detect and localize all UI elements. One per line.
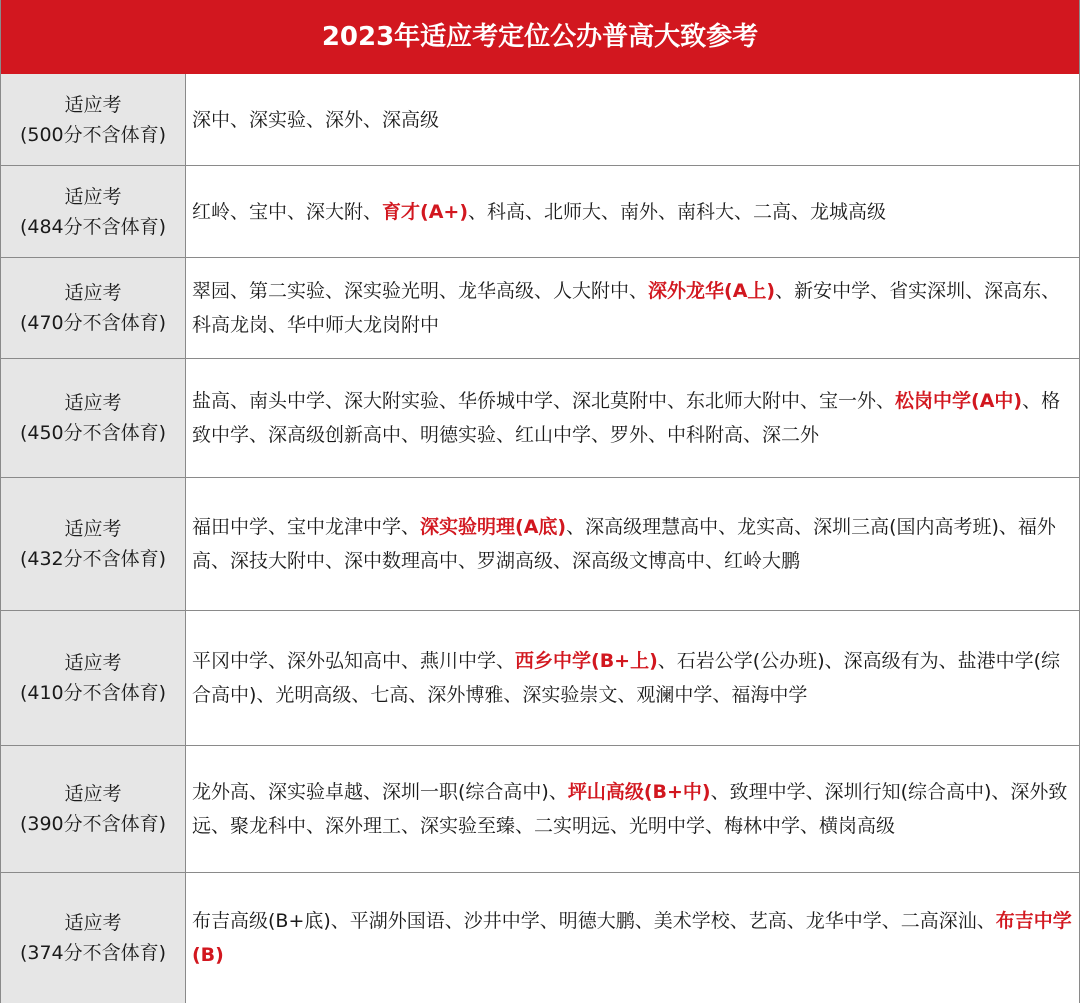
highlighted-school: 西乡中学(B+上) xyxy=(515,650,658,672)
score-label-points: (390分不含体育) xyxy=(19,813,167,835)
score-label-points: (470分不含体育) xyxy=(19,312,167,334)
score-label-exam: 适应考 xyxy=(64,93,122,116)
table-row xyxy=(1,74,1079,166)
score-label-cell xyxy=(1,746,186,872)
school-list xyxy=(192,195,1073,229)
school-list xyxy=(192,775,1073,843)
score-label-points: (374分不含体育) xyxy=(19,942,167,964)
school-list-cell xyxy=(186,359,1079,477)
school-names: 、致理中学、深圳行知(综合高中)、深外致远、聚龙科中、深外理工、深实验至臻、二实明远、光明中学、梅林中学、横岗高级 xyxy=(192,781,1068,837)
school-names: 布吉高级(B+底)、平湖外国语、沙井中学、明德大鹏、美术学校、艺高、龙华中学、二高深汕、 xyxy=(192,910,996,932)
school-names: 、深高级理慧高中、龙实高、深圳三高(国内高考班)、福外高、深技大附中、深中数理高中、罗湖高级、深高级文博高中、红岭大鹏 xyxy=(192,516,1056,572)
table-row xyxy=(1,359,1079,478)
school-list xyxy=(192,644,1073,712)
score-label-cell xyxy=(1,611,186,745)
score-label-cell xyxy=(1,166,186,257)
score-label-points: (450分不含体育) xyxy=(19,422,167,444)
school-names: 龙外高、深实验卓越、深圳一职(综合高中)、 xyxy=(192,781,568,803)
score-label-points: (484分不含体育) xyxy=(19,215,167,238)
score-label-cell xyxy=(1,74,186,165)
score-label-points: (410分不含体育) xyxy=(19,682,167,704)
highlighted-school: 育才(A+) xyxy=(382,200,469,223)
score-label-cell xyxy=(1,359,186,477)
school-names: 平冈中学、深外弘知高中、燕川中学、 xyxy=(192,650,516,672)
school-list xyxy=(192,384,1073,452)
school-names: 红岭、宝中、深大附、 xyxy=(192,200,383,223)
school-names: 盐高、南头中学、深大附实验、华侨城中学、深北莫附中、东北师大附中、宝一外、 xyxy=(192,390,896,412)
school-list-cell xyxy=(186,746,1079,872)
table-row xyxy=(1,746,1079,873)
school-list-cell xyxy=(186,74,1079,165)
table-title: 2023年适应考定位公办普高大致参考 xyxy=(1,0,1079,74)
school-list xyxy=(192,274,1073,342)
highlighted-school: 松岗中学(A中) xyxy=(895,390,1023,412)
table-row xyxy=(1,873,1079,1003)
score-label-exam: 适应考 xyxy=(64,783,122,805)
score-label-exam: 适应考 xyxy=(64,518,122,540)
school-names: 翠园、第二实验、深实验光明、龙华高级、人大附中、 xyxy=(192,280,649,302)
school-list xyxy=(192,510,1073,578)
school-names: 、新安中学、省实深圳、深高东、科高龙岗、华中师大龙岗附中 xyxy=(192,280,1061,336)
score-label-cell xyxy=(1,873,186,1003)
school-names: 深中、深实验、深外、深高级 xyxy=(192,108,440,131)
school-list-cell xyxy=(186,166,1079,257)
score-label-points: (432分不含体育) xyxy=(19,548,167,570)
highlighted-school: 布吉中学(B) xyxy=(192,910,1072,966)
table-row xyxy=(1,258,1079,359)
score-label-exam: 适应考 xyxy=(64,912,122,934)
school-names: 、格致中学、深高级创新高中、明德实验、红山中学、罗外、中科附高、深二外 xyxy=(192,390,1061,446)
score-label-cell xyxy=(1,258,186,358)
score-label-points: (500分不含体育) xyxy=(19,123,167,146)
school-list-cell xyxy=(186,478,1079,610)
school-list-cell xyxy=(186,258,1079,358)
score-label-exam: 适应考 xyxy=(64,392,122,414)
school-names: 、石岩公学(公办班)、深高级有为、盐港中学(综合高中)、光明高级、七高、深外博雅、深实验崇文、观澜中学、福海中学 xyxy=(192,650,1061,706)
school-names: 福田中学、宝中龙津中学、 xyxy=(192,516,421,538)
score-label-exam: 适应考 xyxy=(64,282,122,304)
highlighted-school: 深实验明理(A底) xyxy=(420,516,567,538)
score-label-exam: 适应考 xyxy=(64,185,122,208)
table-row xyxy=(1,166,1079,258)
school-names: 、科高、北师大、南外、南科大、二高、龙城高级 xyxy=(468,200,887,223)
table-row xyxy=(1,611,1079,746)
school-list-cell xyxy=(186,611,1079,745)
school-list xyxy=(192,103,1073,137)
school-list xyxy=(192,904,1073,972)
highlighted-school: 深外龙华(A上) xyxy=(648,280,776,302)
school-list-cell xyxy=(186,873,1079,1003)
highlighted-school: 坪山高级(B+中) xyxy=(567,781,711,803)
score-label-exam: 适应考 xyxy=(64,652,122,674)
table-row xyxy=(1,478,1079,611)
score-label-cell xyxy=(1,478,186,610)
